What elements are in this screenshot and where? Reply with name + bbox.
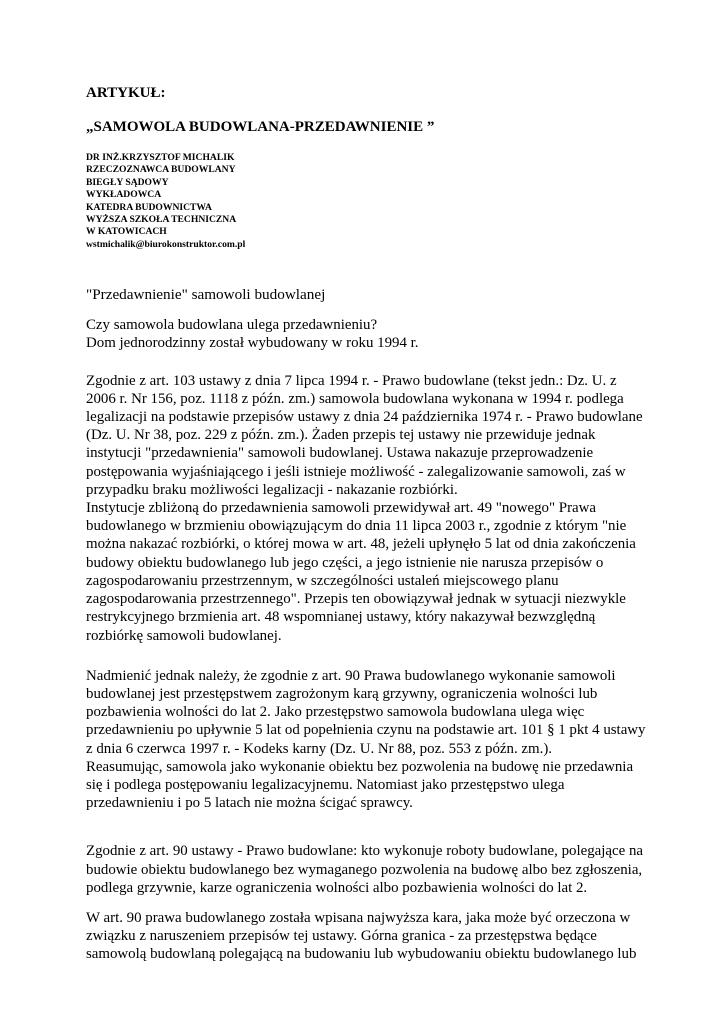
paragraph-line: Nadmienić jednak należy, że zgodnie z art. 90 Prawa budowlanego wykonanie samowoli: [86, 667, 616, 684]
paragraph-line: 2006 r. Nr 156, poz. 1118 z późn. zm.) samowola budowlana wykonana w 1994 r. podlega: [86, 390, 624, 407]
paragraph-line: Zgodnie z art. 103 ustawy z dnia 7 lipca 1994 r. - Prawo budowlane (tekst jedn.: Dz. U. z: [86, 372, 617, 389]
paragraph-line: zagospodarowania przestrzennego". Przepis ten obowiązywał jednak w sytuacji niezwykle: [86, 591, 626, 608]
paragraph-line: Reasumując, samowola jako wykonanie obiektu bez pozwolenia na budowę nie przedawnia: [86, 758, 634, 775]
paragraph-line: Instytucje zbliżoną do przedawnienia samowoli przewidywał art. 49 "nowego" Prawa: [86, 500, 597, 517]
paragraph-line: z dnia 6 czerwca 1997 r. - Kodeks karny (Dz. U. Nr 88, poz. 553 z późn. zm.).: [86, 740, 553, 757]
paragraph-line: przedawnieniu po upływnie 5 lat od popełnienia czynu na podstawie art. 101 § 1 pkt 4 ustawy: [86, 722, 646, 739]
paragraph-line: rozbiórkę samowoli budowlanej.: [86, 627, 282, 644]
paragraph-line: podlega grzywnie, karze ograniczenia wolności albo pozbawienia wolności do lat 2.: [86, 879, 588, 896]
paragraph-line: budowlanego w brzmieniu obowiązującym do dnia 11 lipca 2003 r., zgodnie z którym "nie: [86, 518, 627, 535]
author-name: DR INŻ.KRZYSZTOF MICHALIK: [86, 152, 235, 163]
paragraph-line: się i podlega postępowaniu legalizacyjnemu. Natomiast jako przestępstwo ulega: [86, 776, 565, 793]
author-role-lecturer: WYKŁADOWCA: [86, 189, 162, 201]
paragraph-1: [86, 372, 646, 645]
author-email: wstmichalik@biurokonstruktor.com.pl: [86, 238, 246, 250]
article-title: „SAMOWOLA BUDOWLANA-PRZEDAWNIENIE ”: [86, 119, 435, 135]
document-page: [86, 84, 646, 964]
paragraph-line: postępowania wyjaśniającego i jeśli istnieje możliwość - zalegalizowanie samowoli, zaś w: [86, 463, 626, 480]
question-line: Czy samowola budowlana ulega przedawnieniu?: [86, 317, 378, 334]
paragraph-line: budowlanej jest przestępstwem zagrożonym karą grzywny, ograniczenia wolności lub: [86, 685, 598, 702]
paragraph-line: W art. 90 prawa budowlanego została wpisana najwyższa kara, jaka może być orzeczona w: [86, 909, 631, 926]
author-school: WYŻSZA SZKOŁA TECHNICZNA: [86, 214, 237, 226]
paragraph-line: związku z naruszeniem przepisów tej ustawy. Górna granica - za przestępstwa będące: [86, 928, 597, 945]
paragraph-line: budowie obiektu budowlanego bez wymaganego pozwolenia na budowę albo bez zgłoszenia,: [86, 861, 643, 878]
paragraph-4: [86, 909, 646, 964]
article-label: ARTYKUŁ:: [86, 85, 166, 101]
paragraph-line: przedawnieniu i po 5 latach nie można ścigać sprawcy.: [86, 795, 413, 812]
paragraph-line: samowolą budowlaną polegającą na budowaniu lub wybudowaniu obiektu budowlanego lub: [86, 946, 637, 963]
paragraph-line: instytucji "przedawnienia" samowoli budowlanej. Ustawa nakazuje przeprowadzenie: [86, 445, 594, 462]
author-role-court-expert: BIEGŁY SĄDOWY: [86, 176, 169, 188]
author-block: [86, 152, 646, 251]
paragraph-2: [86, 667, 646, 813]
paragraph-line: restrykcyjnego brzmienia art. 48 wspomnianej ustawy, który nakazywał bezwzględną: [86, 609, 596, 626]
paragraph-line: legalizacji na podstawie przepisów ustawy z dnia 24 października 1974 r. - Prawo budowlane: [86, 409, 643, 426]
paragraph-line: (Dz. U. Nr 38, poz. 229 z późn. zm.). Żaden przepis tej ustawy nie przewiduje jednak: [86, 427, 596, 444]
paragraph-3: [86, 842, 646, 897]
paragraph-line: zagospodarowaniu przestrzennym, w szczególności ustaleń miejscowego planu: [86, 572, 559, 589]
question-line: Dom jednorodzinny został wybudowany w roku 1994 r.: [86, 335, 419, 352]
paragraph-line: można nakazać rozbiórki, o której mowa w art. 48, jeżeli upłynęło 5 lat od dnia zakończenia: [86, 536, 636, 553]
question-block: [86, 316, 646, 352]
author-role-expert: RZECZOZNAWCA BUDOWLANY: [86, 164, 236, 176]
author-city: W KATOWICACH: [86, 226, 167, 238]
paragraph-line: przypadku braku możliwości legalizacji - nakazanie rozbiórki.: [86, 481, 458, 498]
paragraph-line: Zgodnie z art. 90 ustawy - Prawo budowlane: kto wykonuje roboty budowlane, polegające na: [86, 843, 644, 860]
author-department: KATEDRA BUDOWNICTWA: [86, 201, 212, 213]
section-title: "Przedawnienie" samowoli budowlanej: [86, 286, 326, 304]
paragraph-line: pozbawienia wolności do lat 2. Jako przestępstwo samowola budowlana ulega więc: [86, 704, 585, 721]
paragraph-line: budowy obiektu budowlanego lub jego części, a jego istnienie nie narusza przepisów o: [86, 554, 604, 571]
